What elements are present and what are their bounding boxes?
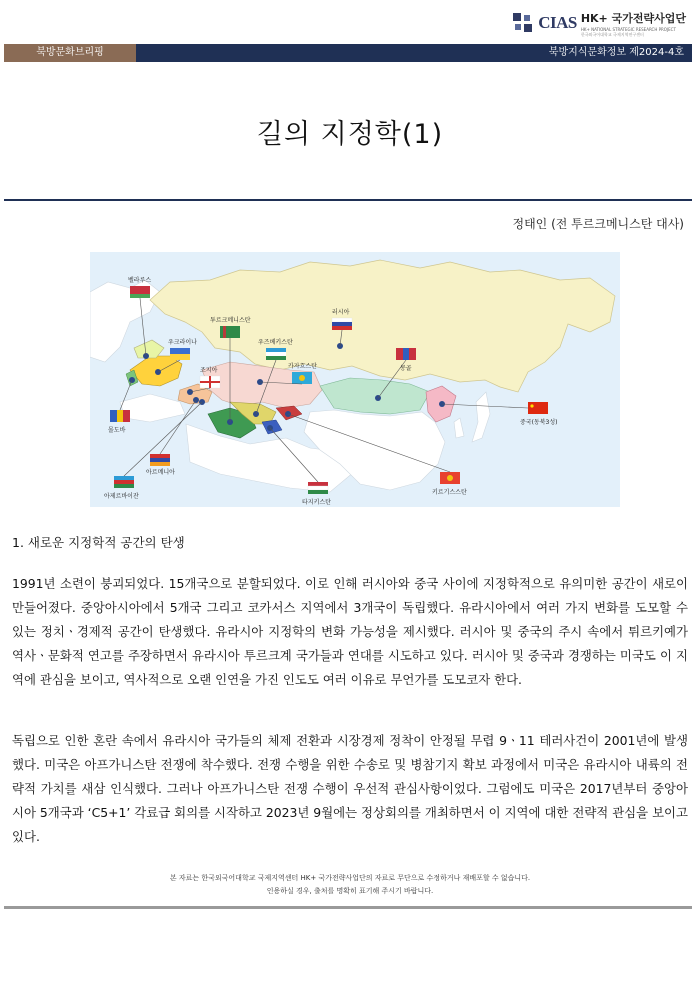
flag-tajikistan-icon xyxy=(308,482,328,494)
flag-moldova-icon xyxy=(110,410,130,422)
map-region-belarus xyxy=(134,340,164,358)
section-heading: 1. 새로운 지정학적 공간의 탄생 xyxy=(12,535,185,550)
logo-wordmark: CIAS xyxy=(538,13,577,32)
flag-china-icon xyxy=(528,402,548,414)
footer-notice xyxy=(0,872,700,898)
flag-georgia-icon xyxy=(200,376,220,388)
issue-number: 북방지식문화정보 제2024-4호 xyxy=(548,47,684,58)
map-label-kazakhstan: 카자흐스탄 xyxy=(288,363,317,370)
map-land-korea xyxy=(454,418,464,438)
footer-line-2: 인용하실 경우, 출처를 명확히 표기해 주시기 바랍니다. xyxy=(266,887,434,895)
map-label-turkmenistan: 투르크메니스탄 xyxy=(210,317,251,324)
map-label-moldova: 몰도바 xyxy=(108,427,126,434)
header-bar xyxy=(4,44,692,62)
flag-armenia-icon xyxy=(150,454,170,466)
map-label-belarus: 벨라루스 xyxy=(128,277,152,284)
logo-title: HK+ 국가전략사업단 xyxy=(580,12,686,25)
footer-line-1: 본 자료는 한국외국어대학교 국제지역센터 HK+ 국가전략사업단의 자료로 무단으로 수정하거나 재배포할 수 없습니다. xyxy=(169,874,531,882)
map-region-mongolia xyxy=(320,378,430,414)
flag-kazakhstan-icon xyxy=(292,372,312,384)
map-label-kyrgyzstan: 키르기스스탄 xyxy=(432,489,467,496)
map-label-armenia: 아르메니아 xyxy=(146,469,175,476)
map-label-azerbaijan: 아제르바이잔 xyxy=(104,493,139,500)
series-label: 북방문화브리핑 xyxy=(4,44,136,62)
logo-subtitle-korean: 한국외국어대학교 국제지역연구센터 xyxy=(580,32,644,37)
logo-subtitle: HK+ NATIONAL STRATEGIC RESEARCH PROJECT xyxy=(580,27,676,32)
paragraph-2: 독립으로 인한 혼란 속에서 유라시아 국가들의 체제 전환과 시장경제 정착이 안정될 무렵 9ㆍ11 테러사건이 2001년에 발생했다. 미국은 아프가니스탄 전쟁에 착수했다. 전쟁 수행을 위한 수송로 및 병참기지 확보 과정에서 미국은 유라시아 내륙의 전략적 가치를 새삼 인식했다. 그러나 아프가니스탄 전쟁 수행이 우선적 관심사항이었다. 그럼에도 미국은 2017년부터 중앙아시아 5개국과 ‘C5+1’ 각료급 회의를 시작하고 2023년 9월에는 정상회의를 개최하면서 이 지역에 대한 전략적 관심을 보이고 있다. xyxy=(12,733,688,844)
flag-mongolia-icon xyxy=(396,348,416,360)
author-line: 정태인 (전 투르크메니스탄 대사) xyxy=(512,217,684,231)
map-label-ukraine: 우크라이나 xyxy=(168,339,197,346)
flag-ukraine-icon xyxy=(170,348,190,360)
eurasia-map xyxy=(90,252,620,507)
map-label-tajikistan: 타지키스탄 xyxy=(302,499,331,506)
cias-logo xyxy=(512,10,686,38)
page-title: 길의 지정학(1) xyxy=(256,119,444,150)
map-label-mongolia: 몽골 xyxy=(400,365,412,372)
map-label-russia: 러시아 xyxy=(332,309,350,316)
map-label-uzbekistan: 우즈베키스탄 xyxy=(258,339,293,346)
title-divider xyxy=(4,199,692,201)
map-label-georgia: 조지아 xyxy=(200,367,218,374)
map-label-china: 중국(동북3성) xyxy=(520,419,558,426)
paragraph-1: 1991년 소련이 붕괴되었다. 15개국으로 분할되었다. 이로 인해 러시아와 중국 사이에 지정학적으로 유의미한 공간이 새로이 만들어졌다. 중앙아시아에서 5개국 그리고 코카서스 지역에서 3개국이 독립했다. 유라시아에서 여러 가지 변화를 도모할 수 있는 정치ㆍ경제적 공간이 탄생했다. 유라시아 지정학의 변화 가능성을 제시했다. 러시아 및 중국의 주시 속에서 튀르키예가 역사ㆍ문화적 연고를 주장하면서 유라시아 투르크계 국가들과 연대를 시도하고 있다. 러시아 및 중국과 경쟁하는 미국도 이 지역에 관심을 보이고, 역사적으로 오랜 인연을 가진 인도도 여러 이유로 무언가를 도모코자 한다. xyxy=(12,576,688,687)
flag-azerbaijan-icon xyxy=(114,476,134,488)
flag-uzbekistan-icon xyxy=(266,348,286,360)
flag-russia-icon xyxy=(332,318,352,330)
flag-kyrgyzstan-icon xyxy=(440,472,460,484)
map-land-japan xyxy=(472,392,490,442)
flag-belarus-icon xyxy=(130,286,150,298)
footer-divider xyxy=(4,906,692,909)
cias-logo-mark-icon xyxy=(512,12,534,34)
flag-turkmenistan-icon xyxy=(220,326,240,338)
